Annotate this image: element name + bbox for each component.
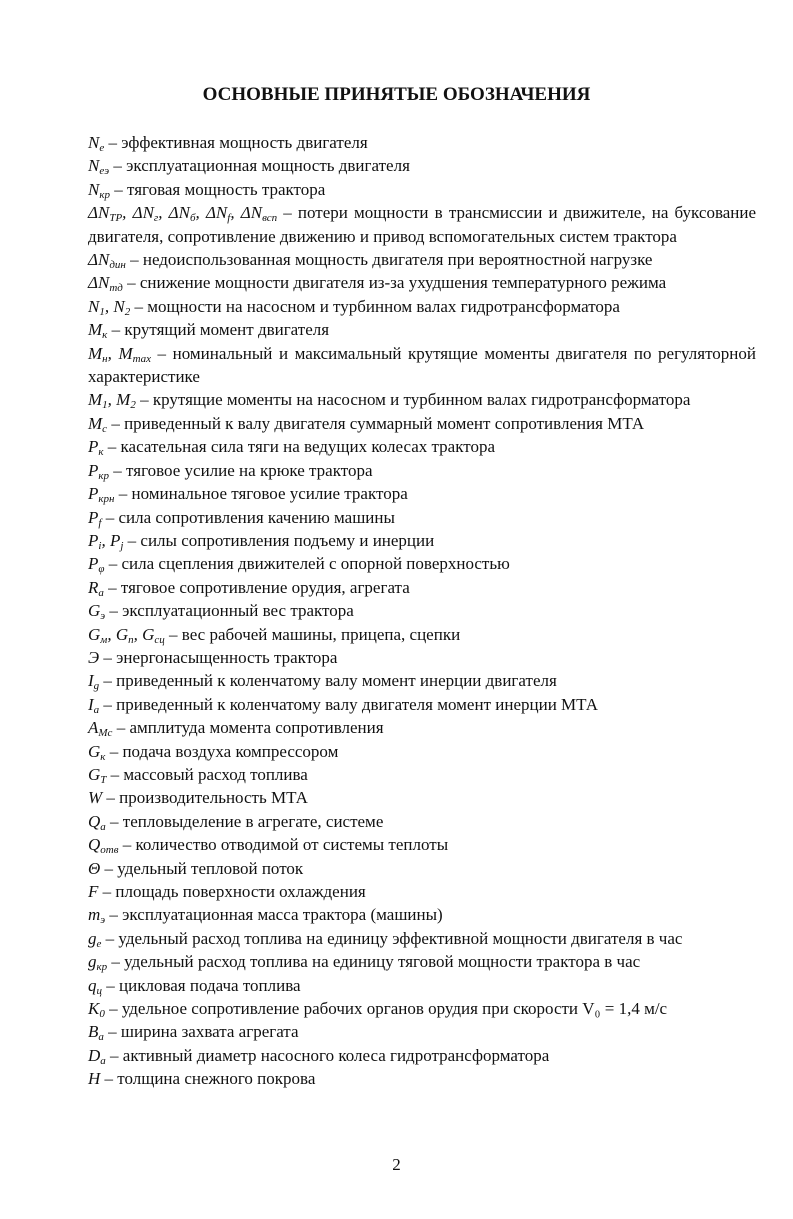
definition-item	[88, 997, 756, 1020]
definition-item	[88, 974, 756, 997]
definition-text: – массовый расход топлива	[106, 764, 308, 784]
definition-item	[88, 740, 756, 763]
definition-symbol: $P_к$	[88, 437, 104, 459]
definition-item	[88, 342, 756, 389]
definition-item	[88, 623, 756, 646]
definition-item	[88, 576, 756, 599]
definition-text: – снижение мощности двигателя из-за ухудшения температурного режима	[122, 273, 667, 293]
definition-item	[88, 1067, 756, 1090]
definition-symbol: $M_к$	[88, 320, 108, 342]
definition-symbol: $G_к$	[88, 741, 106, 763]
definition-item	[88, 201, 756, 248]
definition-symbol: $M_1$, $M_2$	[88, 390, 136, 412]
definition-text: – номинальный и максимальный крутящие моменты двигателя по регуляторной характеристике	[88, 343, 756, 387]
definition-symbol: $\Delta N_{дин}$	[88, 250, 126, 272]
definition-symbol: $P_f$	[88, 507, 102, 529]
definition-text: – эксплуатационная масса трактора (машины)	[105, 905, 443, 925]
definition-item	[88, 763, 756, 786]
definition-item	[88, 669, 756, 692]
definition-text: – удельное сопротивление рабочих органов орудия при скорости V₀ = 1,4 м/с	[104, 999, 668, 1019]
definition-symbol: $g_{кр}$	[88, 952, 108, 974]
definition-symbol: H	[88, 1069, 101, 1089]
definition-item	[88, 412, 756, 435]
definition-symbol: $m_э$	[88, 905, 106, 927]
definition-item	[88, 646, 756, 669]
definition-symbol: $I_a$	[88, 694, 100, 716]
definition-text: – эффективная мощность двигателя	[104, 133, 368, 152]
definition-symbol: $G_э$	[88, 601, 106, 623]
definition-item	[88, 786, 756, 809]
definition-text: – эксплуатационный вес трактора	[105, 601, 354, 621]
definition-item	[88, 599, 756, 622]
definition-text: – недоиспользованная мощность двигателя при вероятностной нагрузке	[125, 250, 653, 270]
definition-symbol: $A_{Mc}$	[88, 718, 113, 740]
definition-symbol: $N_1$, $N_2$	[88, 296, 131, 318]
definition-text: – номинальное тяговое усилие трактора	[114, 484, 408, 504]
definition-text: – тепловыделение в агрегате, системе	[105, 811, 384, 831]
definition-item	[88, 927, 756, 950]
definition-symbol: $B_a$	[88, 1022, 104, 1044]
definition-symbol: $\Delta N_{тд}$	[88, 273, 123, 295]
definition-symbol: F	[88, 882, 99, 901]
definition-text: – крутящие моменты на насосном и турбинном валах гидротрансформатора	[135, 390, 691, 410]
definition-symbol: $G_м$, $G_п$, $G_{сц}$	[88, 624, 165, 646]
definition-item	[88, 903, 756, 926]
definition-item	[88, 318, 756, 341]
definition-text: – приведенный к коленчатому валу двигателя момент инерции МТА	[99, 694, 598, 714]
definition-symbol: $g_e$	[88, 928, 102, 950]
definition-text: – силы сопротивления подъему и инерции	[123, 530, 435, 550]
definition-symbol: $M_н$, $M_{max}$	[88, 343, 151, 365]
definition-item	[88, 693, 756, 716]
definition-text: – вес рабочей машины, прицепа, сцепки	[164, 624, 461, 644]
definition-text: – сила сцепления движителей с опорной поверхностью	[104, 554, 510, 574]
definition-text: – мощности на насосном и турбинном валах гидротрансформатора	[130, 296, 620, 316]
definition-text: – потери мощности в трансмиссии и движителе, на буксование двигателя, сопротивление движению и привод вспомогательных систем трактора	[88, 203, 757, 246]
definition-symbol: $D_a$	[88, 1045, 106, 1067]
definition-item	[88, 857, 756, 880]
definition-symbol: $q_ц$	[88, 975, 102, 997]
definition-text: – толщина снежного покрова	[100, 1069, 316, 1089]
definition-symbol: $Q_a$	[88, 811, 106, 833]
definition-text: – амплитуда момента сопротивления	[112, 718, 384, 738]
definition-symbol: $N_{кр}$	[88, 179, 110, 201]
definition-text: – тяговое сопротивление орудия, агрегата	[103, 577, 410, 597]
definition-item	[88, 154, 756, 177]
definition-symbol: $N_e$	[88, 133, 105, 154]
definition-item	[88, 1044, 756, 1067]
definition-text: – сила сопротивления качению машины	[101, 507, 395, 527]
definitions-list	[88, 131, 756, 1091]
definition-item	[88, 388, 756, 411]
definition-symbol: $P_{кр}$	[88, 460, 110, 482]
definition-text: – тяговая мощность трактора	[110, 179, 326, 199]
definition-symbol: $Q_{отв}$	[88, 835, 119, 857]
definition-item	[88, 833, 756, 856]
definition-symbol: Θ	[88, 858, 101, 878]
definition-text: – площадь поверхности охлаждения	[98, 882, 366, 901]
definition-item	[88, 552, 756, 575]
definition-text: – удельный расход топлива на единицу эффективной мощности двигателя в час	[101, 928, 683, 948]
definition-symbol: $K_0$	[88, 999, 105, 1021]
page-number: 2	[392, 1155, 401, 1174]
definition-symbol: $P_\varphi$	[88, 554, 105, 576]
definition-item	[88, 1020, 756, 1043]
definition-text: – количество отводимой от системы теплоты	[118, 835, 449, 855]
definition-symbol: $I_g$	[88, 671, 100, 693]
definition-item	[88, 716, 756, 739]
definition-text: – энергонасыщенность трактора	[99, 647, 338, 667]
definition-symbol: $R_a$	[88, 577, 104, 599]
definition-item	[88, 248, 756, 271]
definition-text: – касательная сила тяги на ведущих колесах трактора	[103, 437, 496, 457]
definition-item	[88, 178, 756, 201]
definition-item	[88, 459, 756, 482]
definition-symbol: W	[88, 788, 103, 808]
definition-text: – крутящий момент двигателя	[107, 320, 330, 340]
page-title: ОСНОВНЫЕ ПРИНЯТЫЕ ОБОЗНАЧЕНИЯ	[202, 84, 591, 105]
definition-text: – ширина захвата агрегата	[103, 1022, 299, 1042]
definition-symbol: $\Delta N_{TP}$, $\Delta N_г$, $\Delta N_б$, $\Delta N_f$, $\Delta N_{всп}$	[88, 203, 278, 225]
definition-item	[88, 271, 756, 294]
definition-symbol: Э	[88, 647, 100, 667]
definition-item	[88, 529, 756, 552]
definition-item	[88, 131, 756, 154]
definition-symbol: $G_T$	[88, 764, 107, 786]
definition-symbol: $N_{еэ}$	[88, 156, 110, 178]
definition-text: – тяговое усилие на крюке трактора	[109, 460, 373, 480]
definition-item	[88, 810, 756, 833]
definition-text: – активный диаметр насосного колеса гидротрансформатора	[105, 1045, 550, 1065]
definition-item	[88, 482, 756, 505]
definition-text: – цикловая подача топлива	[102, 975, 301, 995]
definition-text: – удельный тепловой поток	[100, 858, 304, 878]
definition-symbol: $M_c$	[88, 413, 108, 435]
definition-item	[88, 295, 756, 318]
definition-text: – эксплуатационная мощность двигателя	[109, 156, 410, 176]
definition-text: – производительность МТА	[102, 788, 308, 808]
definition-text: – подача воздуха компрессором	[105, 741, 339, 761]
definition-item	[88, 880, 756, 903]
definition-symbol: $P_i$, $P_j$	[88, 530, 124, 552]
definition-text: – приведенный к валу двигателя суммарный момент сопротивления МТА	[107, 413, 645, 433]
definition-item	[88, 950, 756, 973]
definition-text: – приведенный к коленчатому валу момент инерции двигателя	[99, 671, 557, 691]
definition-item	[88, 435, 756, 458]
definition-item	[88, 506, 756, 529]
definition-text: – удельный расход топлива на единицу тяговой мощности трактора в час	[107, 952, 641, 972]
definition-symbol: $P_{крн}$	[88, 484, 115, 506]
